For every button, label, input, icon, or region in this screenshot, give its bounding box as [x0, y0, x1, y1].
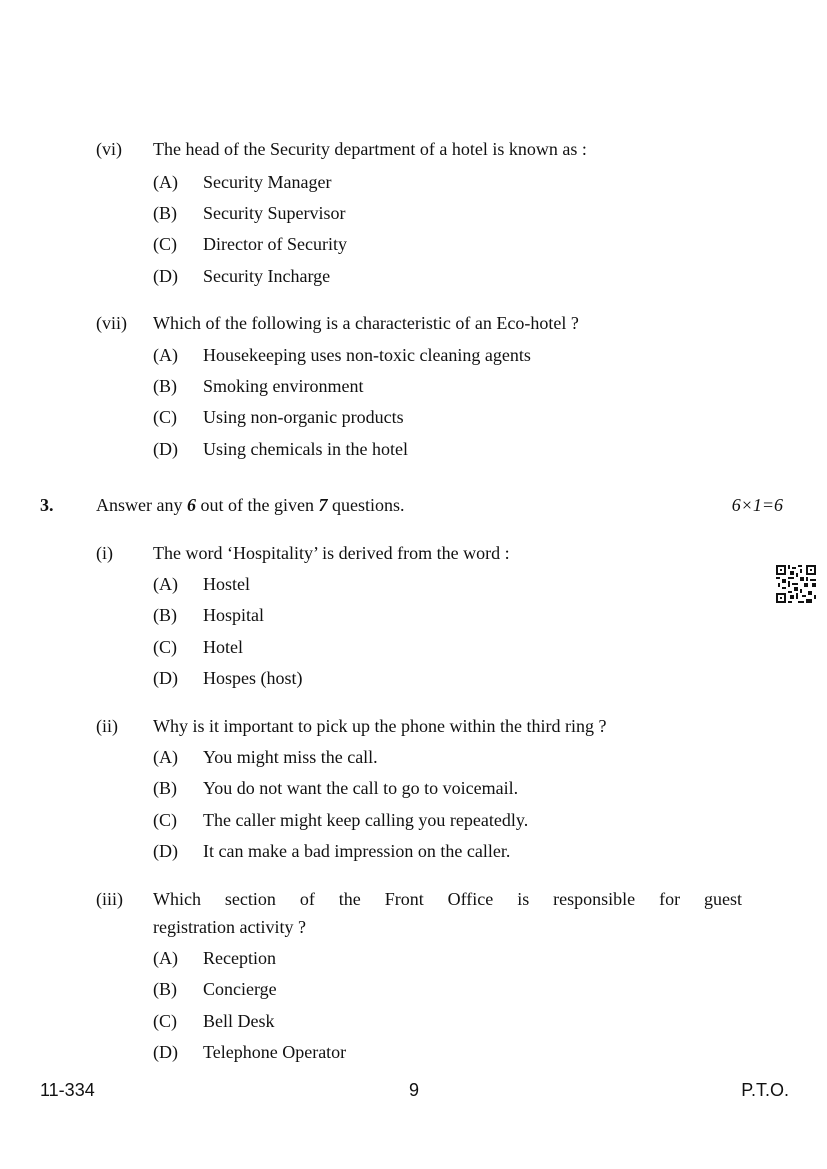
option-text: Telephone Operator [203, 1042, 347, 1062]
option-letter: (B) [153, 778, 177, 798]
question-number: (vi) [96, 139, 122, 159]
option-letter: (C) [153, 637, 177, 657]
option-text: Security Incharge [203, 266, 331, 286]
option-text: Smoking environment [203, 376, 364, 396]
option-letter: (C) [153, 407, 177, 427]
option-text: Housekeeping uses non-toxic cleaning agents [203, 345, 531, 365]
option-letter: (A) [153, 172, 178, 192]
option-letter: (D) [153, 266, 178, 286]
option-letter: (D) [153, 668, 178, 688]
option-letter: (A) [153, 747, 178, 767]
question-text-line-1: Which section of the Front Office is responsible for guest [153, 889, 742, 909]
question-number: (i) [96, 543, 113, 563]
option-letter: (A) [153, 345, 178, 365]
question-text: Which of the following is a characteristic of an Eco-hotel ? [153, 313, 579, 333]
option-letter: (B) [153, 605, 177, 625]
question-number: (iii) [96, 889, 123, 909]
question-number: (vii) [96, 313, 127, 333]
qr-code-icon [776, 565, 816, 603]
section-number: 3. [40, 495, 54, 515]
question-text: The word ‘Hospitality’ is derived from the word : [153, 543, 510, 563]
option-text: Concierge [203, 979, 277, 999]
instruction-text: out of the given [195, 495, 319, 515]
section-instruction [96, 495, 404, 516]
option-text: Hostel [203, 574, 250, 594]
paper-code: 11-334 [40, 1080, 95, 1100]
option-text: The caller might keep calling you repeatedly. [203, 810, 529, 830]
option-text: Security Manager [203, 172, 332, 192]
question-text: The head of the Security department of a hotel is known as : [153, 139, 587, 159]
option-letter: (A) [153, 574, 178, 594]
instruction-text: questions. [327, 495, 405, 515]
option-letter: (D) [153, 1042, 178, 1062]
option-text: Director of Security [203, 234, 347, 254]
question-number: (ii) [96, 716, 118, 736]
option-letter: (C) [153, 1011, 177, 1031]
option-text: You might miss the call. [203, 747, 378, 767]
option-text: Bell Desk [203, 1011, 275, 1031]
option-text: Reception [203, 948, 276, 968]
option-letter: (B) [153, 203, 177, 223]
option-text: It can make a bad impression on the caller. [203, 841, 511, 861]
option-letter: (B) [153, 979, 177, 999]
option-text: Using chemicals in the hotel [203, 439, 408, 459]
page-number: 9 [409, 1080, 420, 1100]
pto-label: P.T.O. [741, 1080, 789, 1100]
question-text-line-2: registration activity ? [153, 917, 306, 937]
option-text: Security Supervisor [203, 203, 346, 223]
option-letter: (C) [153, 234, 177, 254]
option-text: Hospital [203, 605, 264, 625]
option-letter: (D) [153, 841, 178, 861]
option-text: Hospes (host) [203, 668, 303, 688]
section-marks: 6×1=6 [731, 495, 783, 515]
option-letter: (A) [153, 948, 178, 968]
option-text: Using non-organic products [203, 407, 404, 427]
instruction-count: 6 [186, 495, 196, 515]
instruction-total: 7 [318, 495, 328, 515]
option-letter: (C) [153, 810, 177, 830]
option-letter: (D) [153, 439, 178, 459]
option-text: You do not want the call to go to voicemail. [203, 778, 519, 798]
option-text: Hotel [203, 637, 243, 657]
option-letter: (B) [153, 376, 177, 396]
question-text: Why is it important to pick up the phone within the third ring ? [153, 716, 607, 736]
instruction-text: Answer any [96, 495, 187, 515]
